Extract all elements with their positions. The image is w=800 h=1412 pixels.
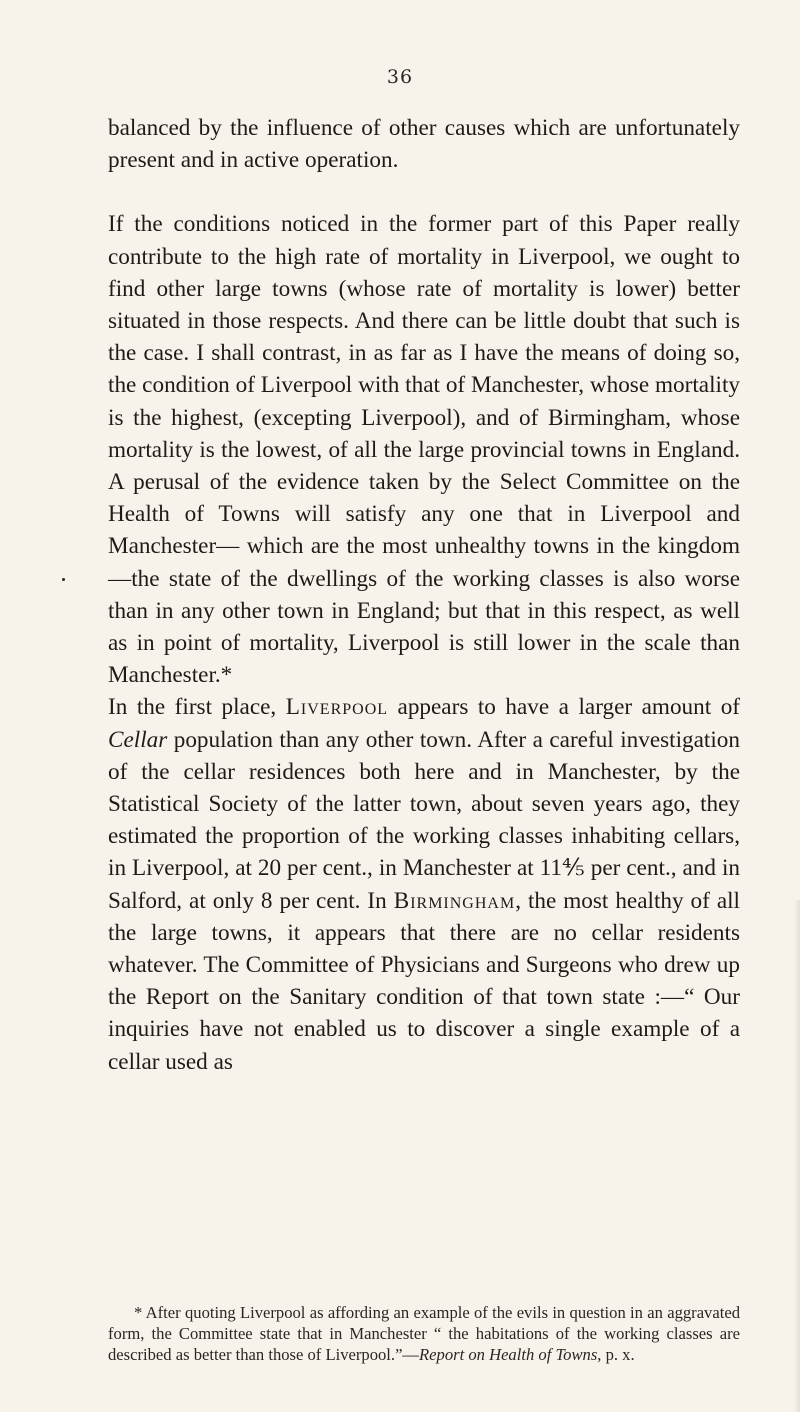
paragraph-3-text-c: population than any other town. After a careful investigation of the cellar residences both here and in Manchester, by the Statistical Society of the latter town, about seven years ago, they estimated the proportion of the working classes inhabiting cellars, in Liverpool, at 20 per cent., in Manchester at 11⅘ per cent., and in Salford, at only 8 per cent. In <box>108 726 740 914</box>
paragraph-3-text-d: , the most healthy of all the large towns, it appears that there are no cellar residents whatever. The Committee of Physicians and Surgeons who drew up the Report on the Sanitary condition of that town state :—“ Our inquiries have not enabled us to discover a single example of a cellar used as <box>108 887 741 1075</box>
paragraph-3-cellar: Cellar <box>108 726 168 753</box>
footnote <box>108 1302 740 1365</box>
paragraph-3-liverpool: Liverpool <box>285 694 389 721</box>
paragraph-1 <box>108 112 740 176</box>
page-number: 36 <box>386 66 414 88</box>
margin-mark <box>62 578 65 581</box>
paragraph-3-birmingham: Birmingham <box>393 887 516 914</box>
paragraph-3-text-b: appears to have a larger amount of <box>388 694 741 721</box>
paragraph-1-text: balanced by the influence of other causes which are unfortunately present and in active operation. <box>108 115 740 174</box>
footnote-marker: * <box>134 1303 143 1322</box>
paragraph-3 <box>108 691 740 1077</box>
paragraph-2-text: If the conditions noticed in the former part of this Paper really contribute to the high rate of mortality in Liverpool, we ought to find other large towns (whose rate of mortality is lower) better situated in those respects. And there can be little doubt that such is the case. I shall contrast, in as far as I have the means of doing so, the condition of Liverpool with that of Manchester, whose mortality is the highest, (excepting Liverpool), and of Birmingham, whose mortality is the lowest, of all the large provincial towns in England. A perusal of the evidence taken by the Select Committee on the Health of Towns will satisfy any one that in Liverpool and Manchester— which are the most unhealthy towns in the kingdom—the state of the dwellings of the working classes is also worse than in any other town in England; but that in this respect, as well as in point of mortality, Liverpool is still lower in the scale than Manchester.* <box>108 211 740 689</box>
paragraph-3-text-a: In the first place, <box>108 694 286 721</box>
footnote-text-a: After quoting Liverpool as affording an example of the evils in question in an aggravated form, the Committee state that in Manchester “ the habitations of the working classes are described as better than those of Liverpool.”— <box>108 1303 740 1364</box>
footnote-text-b: , p. x. <box>597 1345 635 1364</box>
paragraph-2 <box>108 208 740 691</box>
body-text <box>108 112 740 1078</box>
page-edge-shadow <box>794 900 800 1412</box>
footnote-citation: Report on Health of Towns <box>419 1345 598 1364</box>
